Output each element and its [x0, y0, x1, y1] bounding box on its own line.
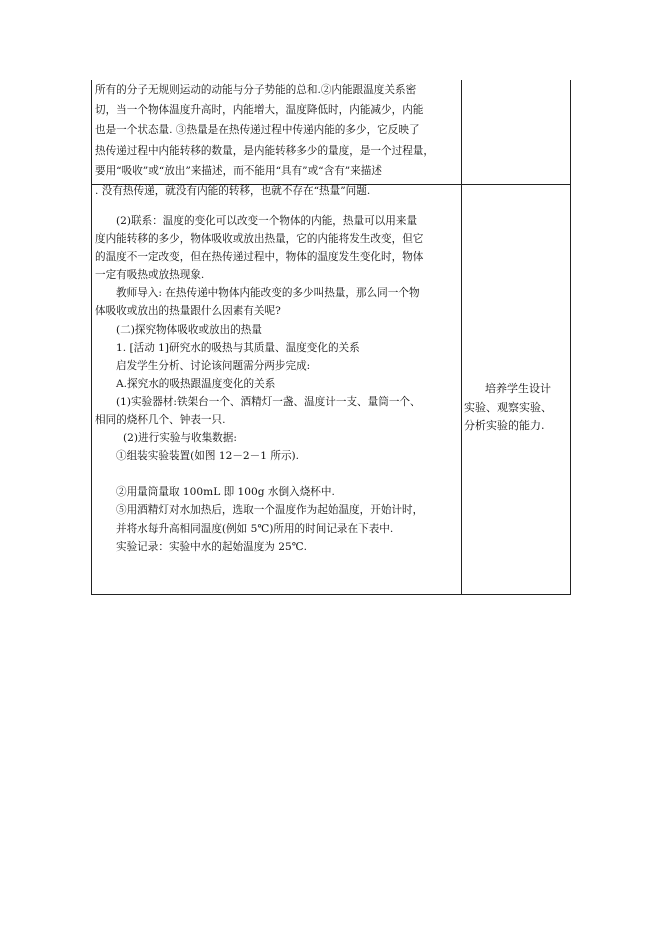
paragraph-connection: (2)联系：温度的变化可以改变一个物体的内能，热量可以用来量 [116, 215, 418, 227]
content-cell-row1 [95, 80, 459, 198]
teacher-intro: 教师导入: 在热传递中物体内能改变的多少叫热量，那么同一个物 [116, 287, 420, 300]
step-1: ①组装实验装置(如图 12－2－1 所示). [116, 450, 300, 463]
text-line: 并将水每升高相同温度(例如 5℃)所用的时间记录在下表中. [116, 522, 394, 535]
column-divider [461, 80, 462, 594]
text-line: 所有的分子无规则运动的动能与分子势能的总和.②内能跟温度关系密 [95, 84, 417, 96]
step-3: ⑤用酒精灯对水加热后，选取一个温度作为起始温度，开始计时， [116, 504, 424, 517]
text-line: 热传递过程中内能转移的数量，是内能转移多少的量度，是一个过程量， [95, 144, 434, 157]
purpose-line: 实验、观察实验、 [464, 400, 552, 414]
experiment-record: 实验记录：实验中水的起始温度为 25℃. [116, 540, 307, 553]
content-cell-row2 [95, 185, 459, 556]
text-line: 体吸收或放出的热量跟什么因素有关呢? [95, 305, 281, 318]
equipment-line: (1)实验器材:铁架台一个、酒精灯一盏、温度计一支、量筒一个、 [116, 395, 421, 408]
purpose-cell [464, 380, 570, 436]
step-2: ②用量筒量取 100mL 即 100g 水倒入烧杯中. [116, 486, 335, 499]
text-line: 度内能转移的多少，物体吸收或放出热量，它的内能将发生改变，但它 [95, 233, 424, 246]
section-heading: (二)探究物体吸收或放出的热量 [116, 323, 262, 336]
lesson-table [91, 80, 571, 595]
text-line: 切，当一个物体温度升高时，内能增大，温度降低时，内能减少，内能 [95, 104, 424, 117]
text-line: 一定有吸热或放热现象. [95, 269, 205, 282]
text-line: 要用“吸收”或“放出”来描述，而不能用“具有”或“含有”来描述 [95, 164, 382, 177]
text-line: 也是一个状态量. ③热量是在热传递过程中传递内能的多少，它反映了 [95, 124, 420, 137]
activity-title: 1. [活动 1]研究水的吸热与其质量、温度变化的关系 [116, 341, 360, 354]
text-line: 相同的烧杯几个、钟表一只. [95, 414, 226, 427]
text-line: 的温度不一定改变，但在热传递过程中，物体的温度发生变化时，物体 [95, 251, 424, 264]
purpose-line: 培养学生设计 [485, 382, 551, 395]
purpose-line: 分析实验的能力. [464, 419, 545, 432]
step-heading: (2)进行实验与收集数据: [123, 432, 237, 445]
text-line: 启发学生分析、讨论该问题需分两步完成: [116, 359, 311, 372]
text-line: . 没有热传递，就没有内能的转移，也就不存在“热量”问题. [95, 185, 371, 198]
subsection-a: A.探究水的吸热跟温度变化的关系 [116, 377, 276, 390]
